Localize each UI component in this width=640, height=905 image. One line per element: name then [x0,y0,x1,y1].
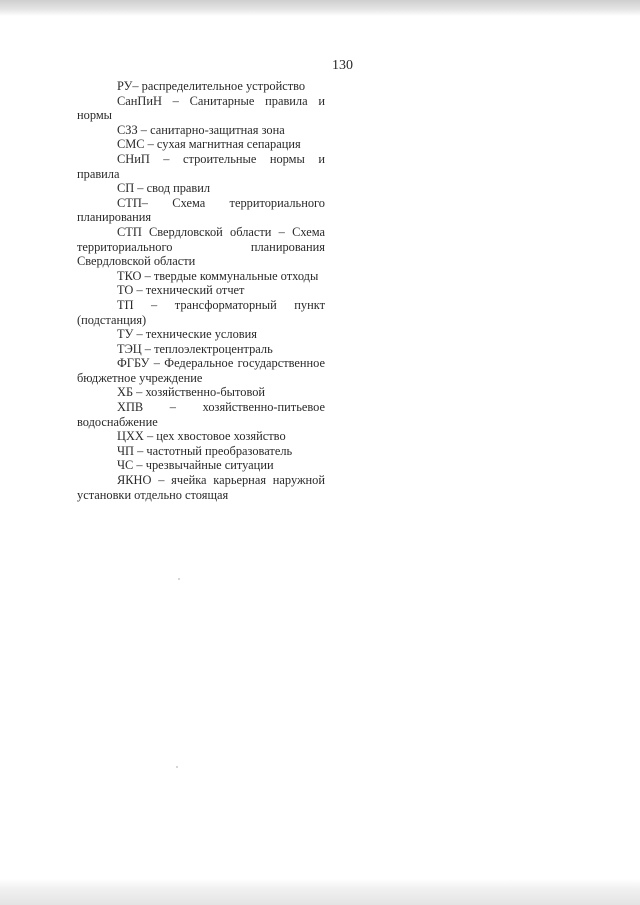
abbreviation-entry: ХБ – хозяйственно-бытовой [117,385,266,400]
abbreviation-entry: ЦХХ – цех хвостовое хозяйство [117,429,286,444]
abbreviation-entry: СЗЗ – санитарно-защитная зона [117,122,285,137]
abbreviation-list [77,79,325,502]
abbreviation-entry: СТП– Схема территориального планирования [77,195,325,225]
abbreviation-entry: ТП – трансформаторный пункт (подстанция) [77,297,325,327]
abbreviation-entry: ЧП – частотный преобразователь [117,443,293,458]
abbreviation-entry: СанПиН – Санитарные правила и нормы [77,93,325,123]
abbreviation-entry: ХПВ – хозяйственно-питьевое водоснабжение [77,400,325,429]
abbreviation-entry: ФГБУ – Федеральное государственное бюджетное учреждение [77,356,325,385]
abbreviation-entry: ТО – технический отчет [117,283,245,298]
scan-top-edge [0,0,640,16]
abbreviation-entry: ТКО – твердые коммунальные отходы [117,268,319,283]
abbreviation-entry: СП – свод правил [117,181,211,196]
abbreviation-entry: СТП Свердловской области – Схема территориального планирования Свердловской области [77,224,325,269]
scan-speck [178,578,180,580]
scan-bottom-edge [0,879,640,905]
page-number: 130 [332,58,353,73]
abbreviation-entry: РУ– распределительное устройство [117,79,306,93]
abbreviation-entry: СМС – сухая магнитная сепарация [117,137,301,152]
abbreviation-entry: ЧС – чрезвычайные ситуации [117,458,274,473]
abbreviation-entry: ТУ – технические условия [117,327,257,342]
abbreviation-entry: ЯКНО – ячейка карьерная наружной установки отдельно стоящая [77,473,325,502]
scan-speck [176,766,178,768]
abbreviation-entry: СНиП – строительные нормы и правила [77,151,325,181]
abbreviation-entry: ТЭЦ – теплоэлектроцентраль [117,341,273,356]
